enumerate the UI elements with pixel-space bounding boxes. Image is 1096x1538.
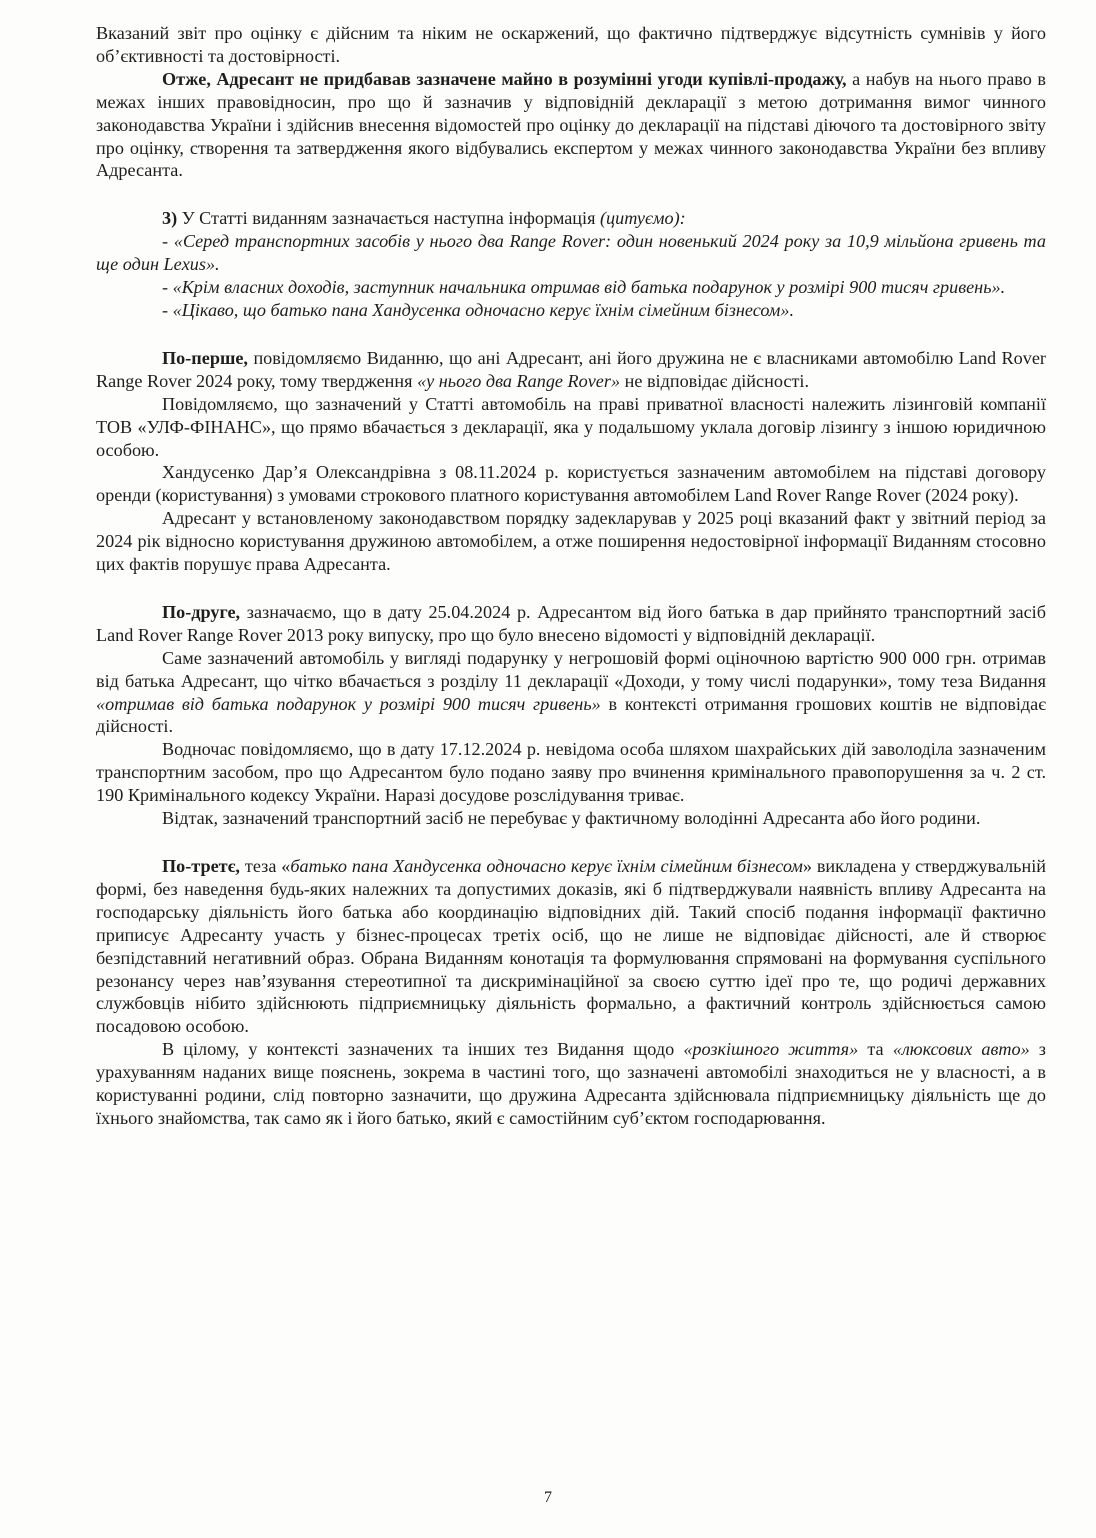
bold-text: По-третє, xyxy=(162,856,240,876)
text-run: та xyxy=(858,1039,893,1060)
italic-quote: - «Серед транспортних засобів у нього два Range Rover: один новенький 2024 року за 10,9 мільйона гривень та ще один Lexus». xyxy=(96,231,1046,275)
spacer xyxy=(96,576,1046,601)
italic-quote: «розкішного життя» xyxy=(683,1039,859,1060)
italic-quote: батько пана Хандусенка одночасно керує їхнім сімейним бізнесом xyxy=(290,856,803,876)
text-run: не відповідає дійсності. xyxy=(620,370,810,391)
spacer xyxy=(96,182,1046,207)
text-run: Хандусенко Дар’я Олександрівна з 08.11.2024 р. користується зазначеним автомобілем на підставі договору оренди (користування) з умовами строкового платного користування автомобілем Land Rover Range Rover (2024 року). xyxy=(96,462,1046,506)
italic-quote: «отримав від батька подарунок у розмірі 900 тисяч гривень» xyxy=(96,693,601,714)
page-number: 7 xyxy=(544,1489,552,1506)
text-run: з урахуванням наданих вище пояснень, зокрема в частині того, що зазначені автомобілі знаходиться не у власності, а в користуванні родини, слід повторно зазначити, що дружина Адресанта здійснювала підприємницьку діяльність ще до їхнього знайомства, так само як і його батько, який є самостійним суб’єктом господарювання. xyxy=(96,1039,1046,1128)
paragraph-p13 xyxy=(96,1038,1046,1130)
paragraph-p4 xyxy=(96,347,1046,393)
paragraph-p7 xyxy=(96,507,1046,576)
text-run: теза « xyxy=(239,856,291,876)
paragraph-p12 xyxy=(96,855,1046,1038)
text-run: зазначаємо, що в дату 25.04.2024 р. Адресантом від його батька в дар прийнято транспортний засіб Land Rover Range Rover 2013 року випуску, про що було внесено відомості у відповідній декларації. xyxy=(96,601,1046,645)
bold-text: 3) xyxy=(162,208,178,229)
text-run: Відтак, зазначений транспортний засіб не перебуває у фактичному володінні Адресанта або його родини. xyxy=(162,808,981,829)
paragraph-p6 xyxy=(96,461,1046,507)
text-run: Вказаний звіт про оцінку є дійсним та ніким не оскаржений, що фактично підтверджує відсутність сумнівів у його об’єктивності та достовірності. xyxy=(96,23,1046,66)
italic-quote: - «Цікаво, що батько пана Хандусенка одночасно керує їхнім сімейним бізнесом». xyxy=(162,299,794,320)
text-run: » викладена у стверджувальній формі, без наведення будь-яких належних та допустимих доказів, які б підтверджували наявність впливу Адресанта на господарську діяльність його батька або координацію відповідних дій. Такий спосіб подання інформації фактично приписує Адресанту участь у бізнес-процесах третіх осіб, що не лише не відповідає дійсності, але й створює безпідставний негативний образ. Обрана Виданням конотація та формулювання спрямовані на формування суспільного резонансу через нав’язування стереотипної та дискримінаційної за своєю суттю ідеї про те, що родичі державних службовців нібито здійснюють підприємницьку діяльність формально, а фактичний контроль здійснюється самою посадовою особою. xyxy=(96,856,1046,1037)
paragraph-p9 xyxy=(96,647,1046,739)
paragraph-p3 xyxy=(96,207,1046,230)
text-run: повідомляємо Виданню, що ані Адресант, ані його дружина не є власниками автомобілю Land Rover Range Rover 2024 року, тому твердження xyxy=(96,347,1046,391)
italic-quote: «у нього два Range Rover» xyxy=(417,370,621,391)
bold-text: По-друге, xyxy=(162,601,241,622)
italic-quote: - «Крім власних доходів, заступник начальника отримав від батька подарунок у розмірі 900 тисяч гривень». xyxy=(162,277,1006,298)
paragraph-p11 xyxy=(96,807,1046,830)
text-run: Повідомляємо, що зазначений у Статті автомобіль на праві приватної власності належить лізинговій компанії ТОВ «УЛФ-ФІНАНС», що прямо вбачається з декларації, яка у подальшому уклала договір лізингу з іншою юридичною особою. xyxy=(96,393,1046,460)
paragraph-p1 xyxy=(96,22,1046,68)
italic-quote: «люксових авто» xyxy=(892,1039,1030,1060)
text-run: в контексті отримання грошових коштів не відповідає дійсності. xyxy=(96,693,1047,737)
text-run: Адресант у встановленому законодавством порядку задекларував у 2025 році вказаний факт у звітний період за 2024 рік відносно користування дружиною автомобілем, а отже поширення недостовірної інформації Виданням стосовно цих фактів порушує права Адресанта. xyxy=(96,508,1046,575)
italic-quote: (цитуємо): xyxy=(600,208,686,229)
text-run: У Статті виданням зазначається наступна інформація xyxy=(177,208,600,229)
bold-text: Отже, Адресант не придбавав зазначене майно в розумінні угоди купівлі-продажу, xyxy=(162,68,847,89)
paragraph-p8 xyxy=(96,601,1046,647)
quote-2 xyxy=(96,276,1046,299)
quote-3 xyxy=(96,299,1046,322)
bold-text: По-перше, xyxy=(162,347,248,368)
text-run: Саме зазначений автомобіль у вигляді подарунку у негрошовій формі оціночною вартістю 900 000 грн. отримав від батька Адресант, що чітко вбачається з розділу 11 декларації «Доходи, у тому числі подарунки», тому теза Видання xyxy=(96,647,1046,691)
text-run: В цілому, у контексті зазначених та інших тез Видання щодо xyxy=(162,1039,684,1060)
paragraph-p5 xyxy=(96,393,1046,462)
text-run: Водночас повідомляємо, що в дату 17.12.2024 р. невідома особа шляхом шахрайських дій заволоділа зазначеним транспортним засобом, про що Адресантом було подано заяву про вчинення кримінального правопорушення за ч. 2 ст. 190 Кримінального кодексу України. Наразі досудове розслідування триває. xyxy=(96,739,1046,806)
paragraph-p2 xyxy=(96,68,1046,183)
spacer xyxy=(96,830,1046,855)
quote-1 xyxy=(96,230,1046,276)
paragraph-p10 xyxy=(96,738,1046,807)
text-run: а набув на нього право в межах інших правовідносин, про що й зазначив у відповідній декларації з метою дотримання вимог чинного законодавства України і здійснив внесення відомостей про оцінку до декларації на підставі діючого та достовірного звіту про оцінку, створення та затвердження якого відбувались експертом у межах чинного законодавства України без впливу Адресанта. xyxy=(96,68,1046,181)
spacer xyxy=(96,322,1046,347)
